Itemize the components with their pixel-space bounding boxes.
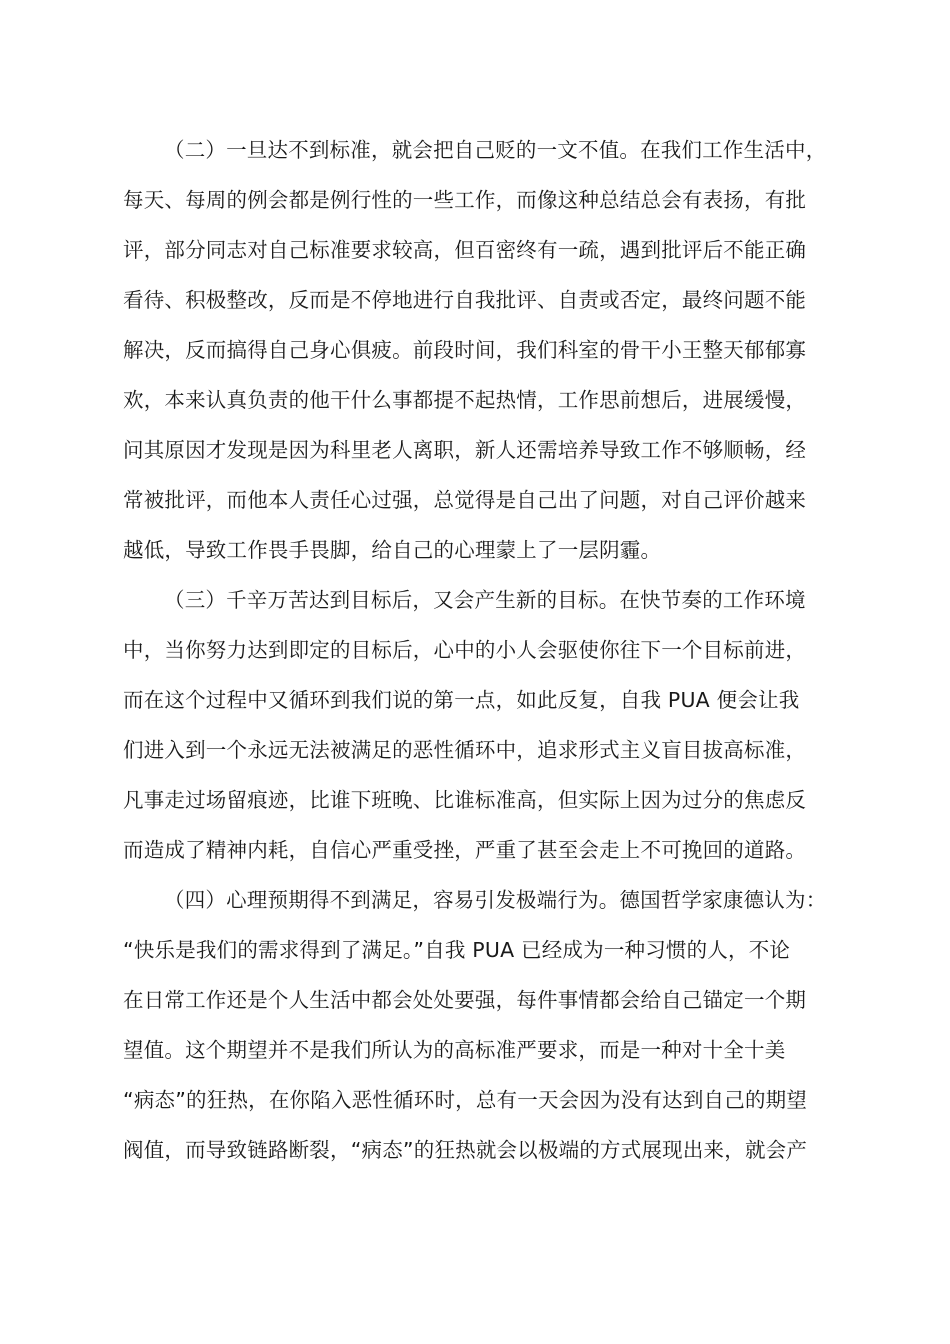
paragraph-2-heading-line: （二）一旦达不到标准，就会把自己贬的一文不值。在我们工作生活中，: [164, 138, 827, 162]
text-line: 常被批评，而他本人责任心过强，总觉得是自己出了问题，对自己评价越来: [123, 488, 807, 512]
text-line: 而造成了精神内耗，自信心严重受挫，严重了甚至会走上不可挽回的道路。: [123, 838, 807, 862]
paragraph-4-heading-line: （四）心理预期得不到满足，容易引发极端行为。德国哲学家康德认为：: [164, 888, 827, 912]
text-line: 在日常工作还是个人生活中都会处处要强，每件事情都会给自己锚定一个期: [123, 988, 807, 1012]
text-line: 阀值，而导致链路断裂，“病态”的狂热就会以极端的方式展现出来，就会产: [123, 1138, 808, 1162]
text-line: 望值。这个期望并不是我们所认为的高标准严要求，而是一种对十全十美: [123, 1038, 786, 1062]
text-line: 问其原因才发现是因为科里老人离职，新人还需培养导致工作不够顺畅，经: [123, 438, 807, 462]
text-line: 看待、积极整改，反而是不停地进行自我批评、自责或否定，最终问题不能: [123, 288, 807, 312]
text-line: 每天、每周的例会都是例行性的一些工作，而像这种总结总会有表扬，有批: [123, 188, 807, 212]
text-line: 评，部分同志对自己标准要求较高，但百密终有一疏，遇到批评后不能正确: [123, 238, 807, 262]
paragraph-3-heading-line: （三）千辛万苦达到目标后，又会产生新的目标。在快节奏的工作环境: [164, 588, 806, 612]
text-line: “病态”的狂热，在你陷入恶性循环时，总有一天会因为没有达到自己的期望: [123, 1088, 808, 1112]
text-line: 中，当你努力达到即定的目标后，心中的小人会驱使你往下一个目标前进，: [123, 638, 807, 662]
text-line: “快乐是我们的需求得到了满足。”自我 PUA 已经成为一种习惯的人，不论: [123, 938, 791, 962]
text-line: 们进入到一个永远无法被满足的恶性循环中，追求形式主义盲目拔高标准，: [123, 738, 807, 762]
text-line: 欢，本来认真负责的他干什么事都提不起热情，工作思前想后，进展缓慢，: [123, 388, 807, 412]
text-line: 而在这个过程中又循环到我们说的第一点，如此反复，自我 PUA 便会让我: [123, 688, 800, 712]
text-line: 凡事走过场留痕迹，比谁下班晚、比谁标准高，但实际上因为过分的焦虑反: [123, 788, 807, 812]
text-line: 越低，导致工作畏手畏脚，给自己的心理蒙上了一层阴霾。: [123, 538, 662, 562]
text-line: 解决，反而搞得自己身心俱疲。前段时间，我们科室的骨干小王整天郁郁寡: [123, 338, 807, 362]
